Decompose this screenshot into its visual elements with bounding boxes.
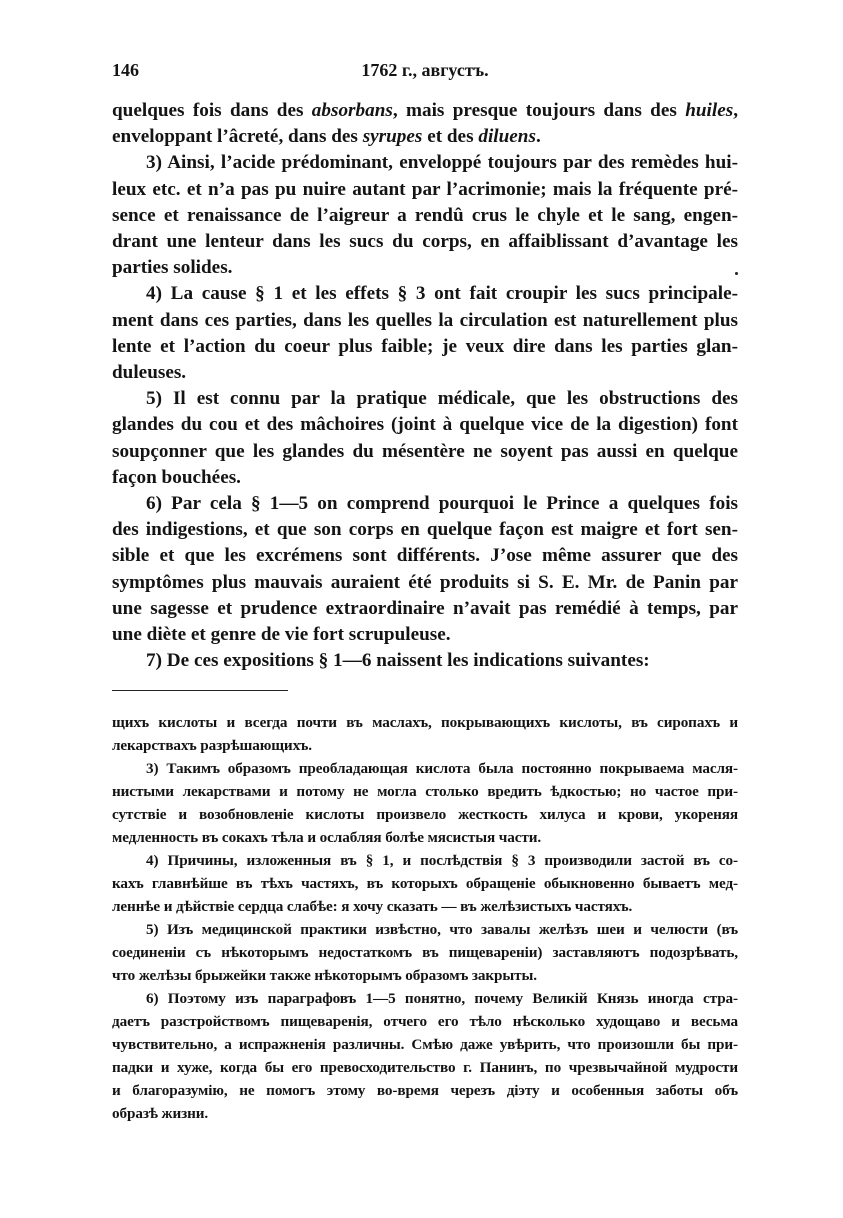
footnote-line [112, 803, 738, 826]
italic-term: huiles [685, 100, 734, 121]
footnote-line [112, 826, 738, 849]
text-line [112, 596, 738, 622]
footnote-line [112, 941, 738, 964]
footnote-line [112, 895, 738, 918]
page-number: 146 [112, 60, 139, 80]
text-line [112, 177, 738, 203]
text-run: duleuses. [112, 362, 187, 384]
running-title: 1762 г., августъ. [361, 60, 489, 80]
text-run: 7) De ces expositions § 1—6 naissent les indications suivantes: [146, 650, 650, 672]
text-run: и благоразумію, не помогъ этому во-время черезъ діэту и особенныя заботы объ [112, 1082, 738, 1099]
running-header [112, 60, 738, 86]
text-line [112, 360, 738, 386]
footnote-line [112, 757, 738, 780]
text-line [112, 386, 738, 412]
footnote-line [112, 1056, 738, 1079]
text-run: 5) Изъ медицинской практики извѣстно, что завалы желѣзъ шеи и челюсти (въ [146, 921, 738, 938]
text-run: что желѣзы брыжейки также нѣкоторымъ образомъ закрыты. [112, 967, 537, 984]
italic-term: diluens [478, 126, 536, 148]
text-run: leux etc. et n’a pas pu nuire autant par l’acrimonie; mais la fréquente pré- [112, 178, 738, 200]
text-run: façon bouchées. [112, 466, 241, 488]
text-run: 6) Поэтому изъ параграфовъ 1—5 понятно, почему Великій Князь иногда стра- [146, 990, 738, 1007]
text-line [112, 570, 738, 596]
text-line [112, 334, 738, 360]
text-line [112, 203, 738, 229]
text-run: lente et l’action du coeur plus faible; je veux dire dans les parties glan- [112, 335, 738, 357]
text-run: drant une lenteur dans les sucs du corps, en affaiblissant d’avantage les [112, 231, 738, 253]
text-run: . [535, 126, 541, 148]
text-line [112, 412, 738, 438]
text-run: sible et que les excrémens sont différents. J’ose même assurer que des [112, 545, 738, 567]
footnote-line [112, 734, 738, 757]
text-line [112, 543, 738, 569]
text-run: , mais presque toujours dans des [392, 100, 686, 121]
footnote-separator [112, 690, 288, 691]
text-run: 5) Il est connu par la pratique médicale, que les obstructions des [146, 388, 738, 410]
footnote-line [112, 849, 738, 872]
text-line [112, 439, 738, 465]
footnote-line [112, 1010, 738, 1033]
text-run: медленность въ сокахъ тѣла и ослабляя болѣе мясистыя части. [112, 829, 542, 846]
text-run: лекарствахъ разрѣшающихъ. [112, 737, 312, 754]
text-run: une diète et genre de vie fort scrupuleuse. [112, 624, 451, 646]
text-line [112, 491, 738, 517]
footnote-line [112, 1102, 738, 1125]
text-line [112, 308, 738, 334]
text-run: sence et renaissance de l’aigreur a rendû crus le chyle et le sang, engen- [112, 204, 738, 226]
text-run: щихъ кислоты и всегда почти въ маслахъ, покрывающихъ кислоты, въ сиропахъ и [112, 714, 738, 731]
text-run: quelques fois dans des [112, 100, 312, 121]
text-run: леннѣе и дѣйствіе сердца слабѣе: я хочу сказать — въ желѣзистыхъ частяхъ. [112, 898, 633, 915]
text-line [112, 98, 738, 124]
text-run: кахъ главнѣйше въ тѣхъ частяхъ, въ которыхъ обращеніе обыкновенно бываетъ мед- [112, 875, 738, 892]
text-line [112, 124, 738, 150]
text-line [112, 255, 738, 281]
text-run: soupçonner que les glandes du mésentère ne soyent pas aussi en quelque [112, 440, 738, 462]
text-run: ment dans ces parties, dans les quelles la circulation est naturellement plus [112, 309, 738, 331]
text-run: parties solides. [112, 257, 233, 279]
text-line [112, 150, 738, 176]
text-run: 3) Ainsi, l’acide prédominant, enveloppé toujours par des remèdes hui- [146, 152, 738, 174]
footnote-line [112, 918, 738, 941]
text-run: падки и хуже, когда бы его превосходительство г. Панинъ, по чрезвычайной мудрости [112, 1059, 738, 1076]
text-run: glandes du cou et des mâchoires (joint à quelque vice de la digestion) font [112, 414, 738, 436]
text-run: 4) Причины, изложенныя въ § 1, и послѣдствія § 3 производили застой въ со- [146, 852, 738, 869]
text-run: des indigestions, et que son corps en quelque façon est maigre et fort sen- [112, 519, 738, 541]
text-line [112, 517, 738, 543]
text-run: соединеніи съ нѣкоторымъ недостаткомъ въ пищевареніи) заставляютъ подозрѣвать, [112, 944, 738, 961]
footnote-line [112, 780, 738, 803]
text-run: et des [422, 126, 479, 148]
text-line [112, 281, 738, 307]
text-run: образѣ жизни. [112, 1105, 209, 1122]
text-run: enveloppant l’âcreté, dans des [112, 126, 363, 148]
text-run: 3) Такимъ образомъ преобладающая кислота была постоянно покрываема масля- [146, 760, 738, 777]
footnote-line [112, 987, 738, 1010]
main-text [112, 98, 738, 674]
text-run: symptômes plus mauvais auraient été produits si S. E. Mr. de Panin par [112, 571, 738, 593]
margin-mark [735, 272, 738, 275]
text-line [112, 229, 738, 255]
text-run: une sagesse et prudence extraordinaire n’avait pas remédié à temps, par [112, 597, 738, 619]
footnote-line [112, 1033, 738, 1056]
text-run: сутствіе и возобновленіе кислоты произвело жесткость хилуса и крови, укореняя [112, 806, 738, 823]
footnote-line [112, 872, 738, 895]
text-run: 4) La cause § 1 et les effets § 3 ont fait croupir les sucs principale- [146, 283, 738, 305]
text-run: чувствительно, а испражненія различны. Смѣю даже увѣрить, что произошли бы при- [112, 1036, 738, 1053]
text-line [112, 648, 738, 674]
footnote-line [112, 1079, 738, 1102]
text-line [112, 622, 738, 648]
footnote-line [112, 711, 738, 734]
text-run: , [733, 100, 738, 121]
text-line [112, 465, 738, 491]
text-run: нистыми лекарствами и потому не могла столько вредить ѣдкостью; но частое при- [112, 783, 738, 800]
italic-term: absorbans [311, 100, 393, 121]
footnote-line [112, 964, 738, 987]
text-run: даетъ разстройствомъ пищеваренія, отчего его тѣло нѣсколько худощаво и весьма [112, 1013, 738, 1030]
footnotes [112, 711, 738, 1125]
italic-term: syrupes [362, 126, 423, 148]
text-run: 6) Par cela § 1—5 on comprend pourquoi le Prince a quelques fois [146, 493, 738, 515]
